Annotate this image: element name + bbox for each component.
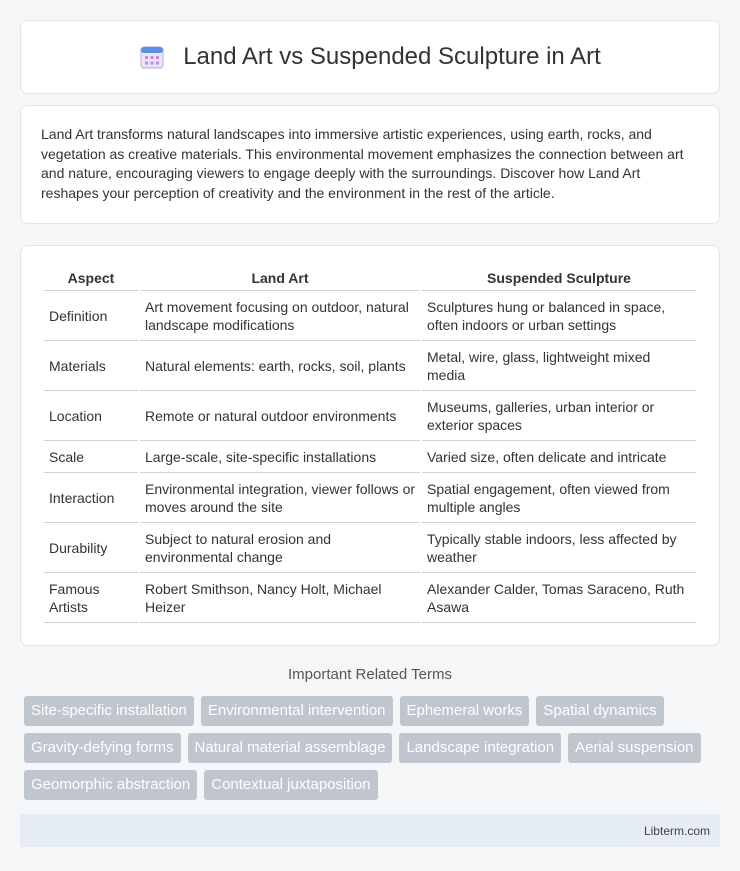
footer	[20, 814, 720, 847]
header-land-art: Land Art	[140, 266, 420, 291]
related-terms-title: Important Related Terms	[288, 666, 452, 683]
row-aspect: Definition	[44, 291, 138, 341]
row-suspended-sculpture: Typically stable indoors, less affected by weather	[422, 523, 696, 573]
table-row	[44, 391, 696, 441]
row-suspended-sculpture: Sculptures hung or balanced in space, often indoors or urban settings	[422, 291, 696, 341]
table-row	[44, 573, 696, 623]
related-terms-section	[20, 666, 720, 800]
table-row	[44, 523, 696, 573]
row-land-art: Large-scale, site-specific installations	[140, 441, 420, 473]
related-term-tag[interactable]: Ephemeral works	[400, 696, 530, 726]
row-land-art: Robert Smithson, Nancy Holt, Michael Heizer	[140, 573, 420, 623]
intro-text: Land Art transforms natural landscapes into immersive artistic experiences, using earth, rocks, and vegetation as creative materials. This environmental movement emphasizes the connection between art and nature, encouraging viewers to engage deeply with the surroundings. Discover how Land Art reshapes your perception of creativity and the environment in the rest of the article.	[41, 126, 684, 201]
related-term-tag[interactable]: Contextual juxtaposition	[204, 770, 377, 800]
table-row	[44, 341, 696, 391]
comparison-table	[42, 266, 698, 623]
row-aspect: Famous Artists	[44, 573, 138, 623]
related-term-tag[interactable]: Gravity-defying forms	[24, 733, 181, 763]
comparison-card	[20, 245, 720, 646]
table-header-row	[44, 266, 696, 291]
related-term-tag[interactable]: Geomorphic abstraction	[24, 770, 197, 800]
related-term-tag[interactable]: Site-specific installation	[24, 696, 194, 726]
row-land-art: Environmental integration, viewer follows or moves around the site	[140, 473, 420, 523]
row-land-art: Remote or natural outdoor environments	[140, 391, 420, 441]
header-aspect: Aspect	[44, 266, 138, 291]
table-row	[44, 291, 696, 341]
related-terms-tags	[20, 696, 720, 800]
row-suspended-sculpture: Museums, galleries, urban interior or exterior spaces	[422, 391, 696, 441]
row-aspect: Durability	[44, 523, 138, 573]
row-suspended-sculpture: Alexander Calder, Tomas Saraceno, Ruth Asawa	[422, 573, 696, 623]
footer-site-link[interactable]: Libterm.com	[643, 823, 710, 838]
related-term-tag[interactable]: Environmental intervention	[201, 696, 393, 726]
row-aspect: Scale	[44, 441, 138, 473]
related-term-tag[interactable]: Spatial dynamics	[536, 696, 663, 726]
row-aspect: Location	[44, 391, 138, 441]
related-term-tag[interactable]: Aerial suspension	[568, 733, 700, 763]
row-land-art: Subject to natural erosion and environmental change	[140, 523, 420, 573]
related-term-tag[interactable]: Landscape integration	[399, 733, 561, 763]
header-suspended-sculpture: Suspended Sculpture	[422, 266, 696, 291]
row-aspect: Interaction	[44, 473, 138, 523]
calendar-icon	[139, 44, 165, 70]
row-land-art: Natural elements: earth, rocks, soil, plants	[140, 341, 420, 391]
header-card	[20, 20, 720, 94]
related-term-tag[interactable]: Natural material assemblage	[188, 733, 393, 763]
row-suspended-sculpture: Metal, wire, glass, lightweight mixed media	[422, 341, 696, 391]
intro-card	[20, 105, 720, 224]
page-title: Land Art vs Suspended Sculpture in Art	[183, 43, 601, 70]
row-land-art: Art movement focusing on outdoor, natural landscape modifications	[140, 291, 420, 341]
row-suspended-sculpture: Spatial engagement, often viewed from multiple angles	[422, 473, 696, 523]
table-row	[44, 441, 696, 473]
row-aspect: Materials	[44, 341, 138, 391]
row-suspended-sculpture: Varied size, often delicate and intricate	[422, 441, 696, 473]
table-row	[44, 473, 696, 523]
